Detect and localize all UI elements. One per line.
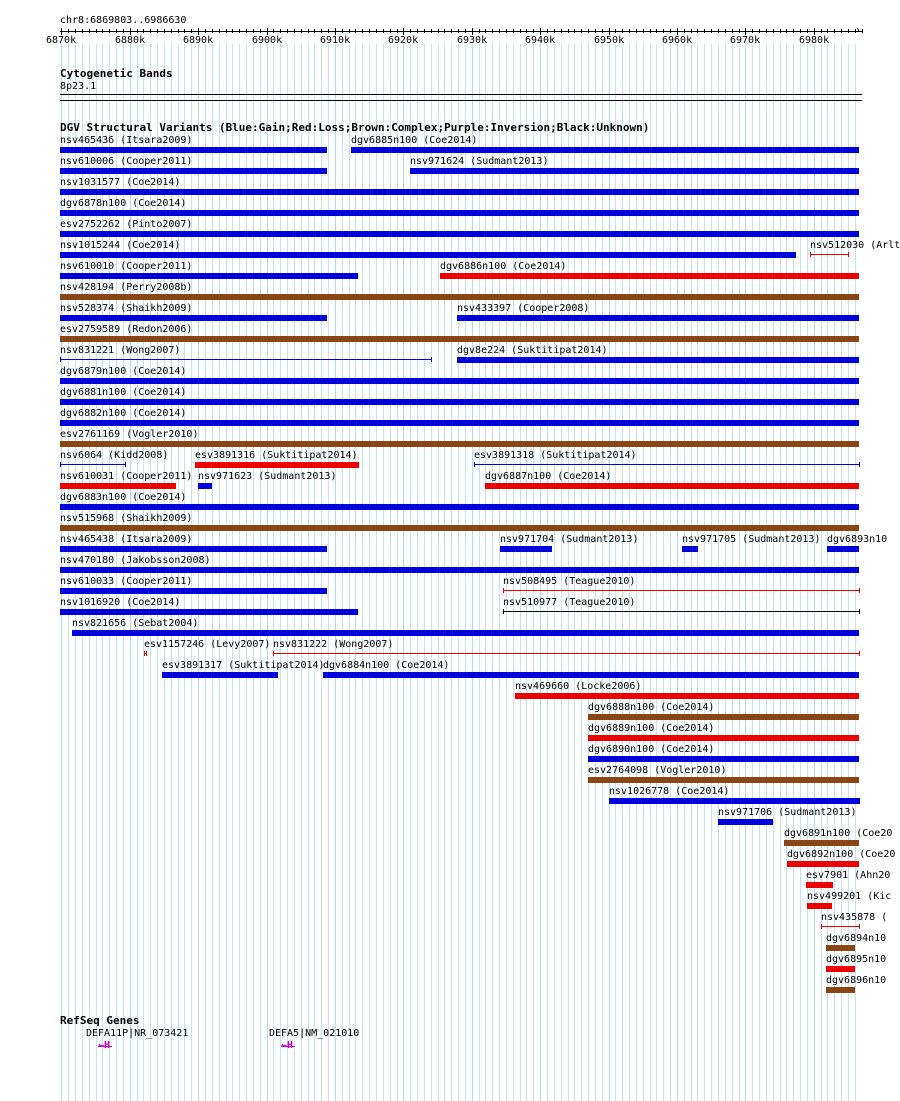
variant-label[interactable]: nsv515968 (Shaikh2009) — [60, 513, 193, 524]
variant-label[interactable]: nsv971623 (Sudmant2013) — [198, 471, 337, 482]
gene-body-line — [281, 1046, 295, 1047]
variant-label[interactable]: nsv971706 (Sudmant2013) — [718, 807, 857, 818]
variant-label[interactable]: dgv6886n100 (Coe2014) — [440, 261, 567, 272]
variant-label[interactable]: nsv831221 (Wong2007) — [60, 345, 181, 356]
variant-label[interactable]: nsv465438 (Itsara2009) — [60, 534, 193, 545]
variant-label[interactable]: nsv1016920 (Coe2014) — [60, 597, 181, 608]
variant-label[interactable]: dgv6894n10 — [826, 933, 887, 944]
variant-label[interactable]: nsv1015244 (Coe2014) — [60, 240, 181, 251]
variant-label[interactable]: nsv610006 (Cooper2011) — [60, 156, 193, 167]
variant-label[interactable]: nsv1026778 (Coe2014) — [609, 786, 730, 797]
variant-label[interactable]: esv1157246 (Levy2007) — [144, 639, 271, 650]
variant-label[interactable]: nsv508495 (Teague2010) — [503, 576, 636, 587]
variant-label[interactable]: dgv6883n100 (Coe2014) — [60, 492, 187, 503]
variant-label[interactable]: nsv510977 (Teague2010) — [503, 597, 636, 608]
variant-label[interactable]: dgv8e224 (Suktitipat2014) — [457, 345, 608, 356]
ruler-tick-label: 6960k — [662, 35, 693, 46]
ruler-location-label: chr8:6869803..6986630 — [60, 15, 187, 26]
ruler-tick-label: 6970k — [730, 35, 761, 46]
gene-label[interactable]: DEFA5|NM_021010 — [269, 1028, 360, 1039]
variant-label[interactable]: dgv6893n10 — [827, 534, 888, 545]
variant-label[interactable]: esv2759589 (Redon2006) — [60, 324, 193, 335]
variant-label[interactable]: esv2764098 (Vogler2010) — [588, 765, 727, 776]
variant-label[interactable]: esv2752262 (Pinto2007) — [60, 219, 193, 230]
ruler-arrow-icon: › — [855, 25, 862, 36]
variant-label[interactable]: dgv6896n10 — [826, 975, 887, 986]
variant-label[interactable]: nsv6064 (Kidd2008) — [60, 450, 169, 461]
refseq-track-title: RefSeq Genes — [60, 1014, 140, 1027]
ruler-tick-label: 6900k — [252, 35, 283, 46]
variant-label[interactable]: nsv610033 (Cooper2011) — [60, 576, 193, 587]
variant-label[interactable]: dgv6889n100 (Coe2014) — [588, 723, 715, 734]
ruler-tick-label: 6920k — [388, 35, 419, 46]
variant-label[interactable]: nsv971704 (Sudmant2013) — [500, 534, 639, 545]
variant-label[interactable]: esv3891317 (Suktitipat2014) — [162, 660, 325, 671]
variant-label[interactable]: dgv6887n100 (Coe2014) — [485, 471, 612, 482]
variant-label[interactable]: nsv610010 (Cooper2011) — [60, 261, 193, 272]
ruler-tick-label: 6880k — [115, 35, 146, 46]
variant-label[interactable]: dgv6878n100 (Coe2014) — [60, 198, 187, 209]
ruler-tick-label: 6890k — [183, 35, 214, 46]
cytoband-track-title: Cytogenetic Bands — [60, 67, 173, 80]
variant-label[interactable]: esv3891316 (Suktitipat2014) — [195, 450, 358, 461]
variant-label[interactable]: nsv499201 (Kic — [807, 891, 892, 902]
variant-label[interactable]: nsv465436 (Itsara2009) — [60, 135, 193, 146]
variant-label[interactable]: nsv435878 ( — [821, 912, 888, 923]
variant-label[interactable]: dgv6882n100 (Coe2014) — [60, 408, 187, 419]
variant-label[interactable]: dgv6892n100 (Coe20 — [787, 849, 896, 860]
variant-label[interactable]: nsv428194 (Perry2008b) — [60, 282, 193, 293]
ruler-tick-label: 6950k — [594, 35, 625, 46]
variant-label[interactable]: nsv971705 (Sudmant2013) — [682, 534, 821, 545]
ruler-tick-label: 6910k — [320, 35, 351, 46]
variant-label[interactable]: nsv831222 (Wong2007) — [273, 639, 394, 650]
variant-label[interactable]: dgv6884n100 (Coe2014) — [323, 660, 450, 671]
gene-body-line — [98, 1046, 112, 1047]
variant-label[interactable]: dgv6895n10 — [826, 954, 887, 965]
variant-label[interactable]: nsv469660 (Locke2006) — [515, 681, 642, 692]
variant-label[interactable]: nsv821656 (Sebat2004) — [72, 618, 199, 629]
variant-label[interactable]: nsv528374 (Shaikh2009) — [60, 303, 193, 314]
variant-label[interactable]: nsv1031577 (Coe2014) — [60, 177, 181, 188]
ruler-tick-label: 6870k — [46, 35, 77, 46]
ruler-tick-label: 6930k — [457, 35, 488, 46]
cytoband-label: 8p23.1 — [60, 81, 97, 92]
variant-label[interactable]: dgv6890n100 (Coe2014) — [588, 744, 715, 755]
variant-label[interactable]: nsv433397 (Cooper2008) — [457, 303, 590, 314]
variant-label[interactable]: dgv6888n100 (Coe2014) — [588, 702, 715, 713]
gene-label[interactable]: DEFA11P|NR_073421 — [86, 1028, 189, 1039]
variant-label[interactable]: esv7901 (Ahn20 — [806, 870, 891, 881]
variant-label[interactable]: nsv971624 (Sudmant2013) — [410, 156, 549, 167]
variant-label[interactable]: dgv6885n100 (Coe2014) — [351, 135, 478, 146]
variant-label[interactable]: dgv6881n100 (Coe2014) — [60, 387, 187, 398]
dgv-track-title: DGV Structural Variants (Blue:Gain;Red:Loss;Brown:Complex;Purple:Inversion;Black:Unknown) — [60, 121, 650, 134]
variant-label[interactable]: esv2761169 (Vogler2010) — [60, 429, 199, 440]
variant-label[interactable]: dgv6891n100 (Coe20 — [784, 828, 893, 839]
ruler-tick-label: 6980k — [799, 35, 830, 46]
variant-label[interactable]: nsv512030 (Arlt — [810, 240, 900, 251]
variant-label[interactable]: esv3891318 (Suktitipat2014) — [474, 450, 637, 461]
variant-label[interactable]: nsv470180 (Jakobsson2008) — [60, 555, 211, 566]
ruler-tick-label: 6940k — [525, 35, 556, 46]
variant-label[interactable]: dgv6879n100 (Coe2014) — [60, 366, 187, 377]
variant-label[interactable]: nsv610031 (Cooper2011) — [60, 471, 193, 482]
